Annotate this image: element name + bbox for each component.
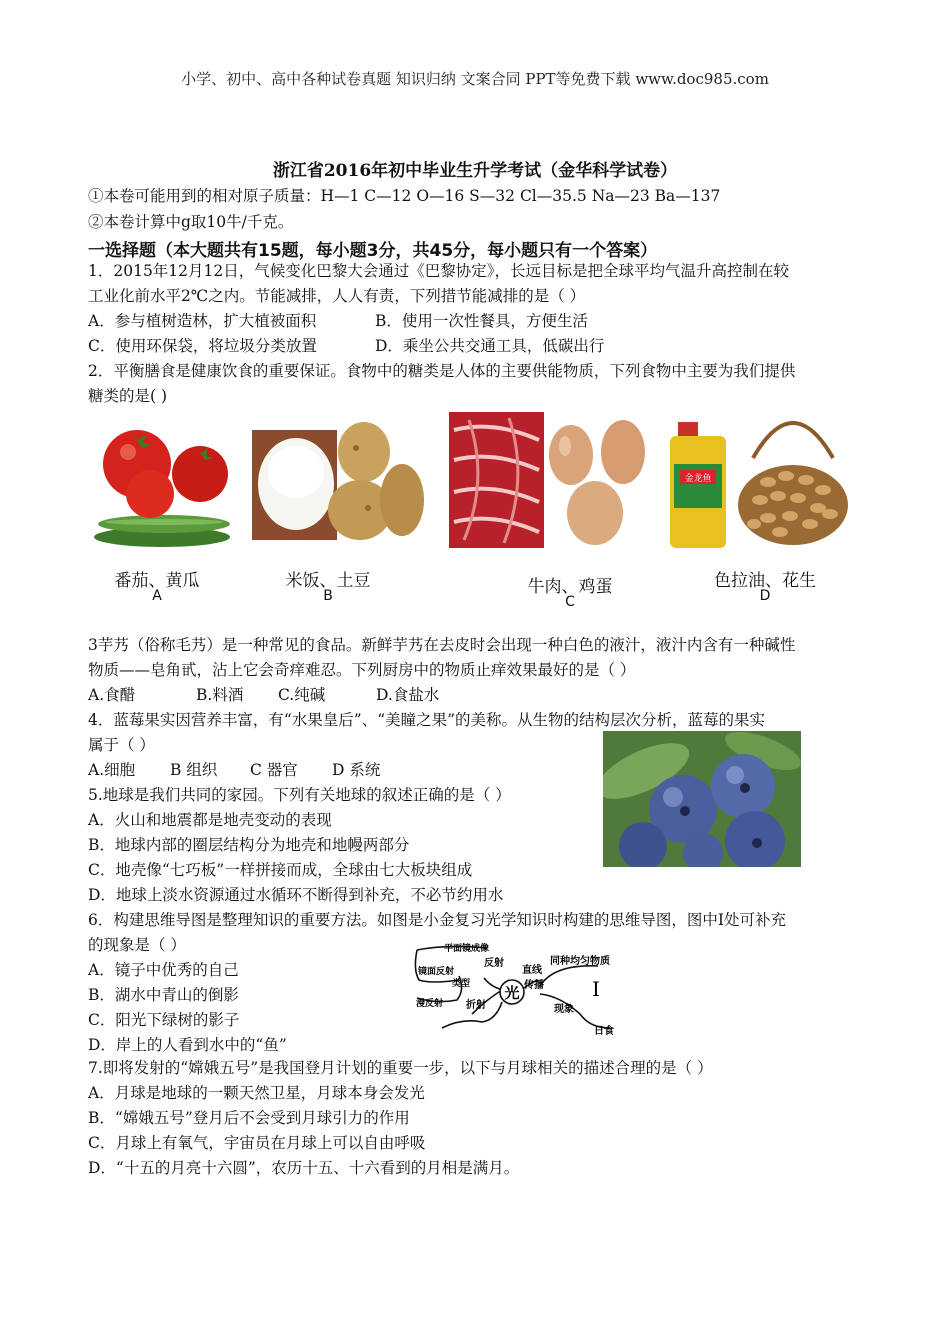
mindmap-uniform-medium: 同种均匀物质 <box>550 956 610 967</box>
q3-option-c: C.纯碱 <box>278 686 326 704</box>
oil-peanut-image <box>668 420 848 550</box>
q7-option-b: B．“嫦娥五号”登月后不会受到月球引力的作用 <box>88 1109 410 1127</box>
q1-stem-line1: 1．2015年12月12日，气候变化巴黎大会通过《巴黎协定》，长远目标是把全球平均气温升高控制在较 <box>88 262 790 280</box>
q2-caption-b: 米饭、土豆 <box>285 571 371 591</box>
q3-stem-line1: 3芋艿（俗称毛艿）是一种常见的食品。新鲜芋艿在去皮时会出现一种白色的液汁，液汁内含有一种碱性 <box>88 636 796 654</box>
q6-stem-line2: 的现象是（ ） <box>88 936 186 954</box>
mindmap-reflection: 反射 <box>484 958 504 969</box>
q3-option-b: B.料酒 <box>196 686 244 704</box>
q3-stem-line2: 物质——皂角甙，沾上它会奇痒难忍。下列厨房中的物质止痒效果最好的是（ ） <box>88 661 636 679</box>
q4-stem-line1: 4．蓝莓果实因营养丰富，有“水果皇后”、“美瞳之果”的美称。从生物的结构层次分析，蓝莓的果实 <box>88 711 766 729</box>
q2-letter-c: C <box>565 594 575 610</box>
mindmap-phenomena: 现象 <box>554 1004 574 1015</box>
q2-stem-line1: 2．平衡膳食是健康饮食的重要保证。食物中的糖类是人体的主要供能物质，下列食物中主要为我们提供 <box>88 362 796 380</box>
q5-option-c: C．地壳像“七巧板”一样拼接而成，全球由七大板块组成 <box>88 861 473 879</box>
section-heading: 一选择题（本大题共有15题，每小题3分，共45分，每小题只有一个答案） <box>88 241 658 261</box>
q7-option-c: C．月球上有氧气，宇宙员在月球上可以自由呼吸 <box>88 1134 426 1152</box>
q1-stem-line2: 工业化前水平2℃之内。节能减排，人人有责，下列措节能减排的是（ ） <box>88 287 586 305</box>
rice-potato-image <box>252 412 427 547</box>
q4-stem-line2: 属于（ ） <box>88 736 155 754</box>
mindmap-eclipse: 日食 <box>594 1026 614 1037</box>
q6-option-b: B．湖水中青山的倒影 <box>88 986 239 1004</box>
q2-letter-a: A <box>152 588 162 604</box>
q1-option-a: A．参与植树造林，扩大植被面积 <box>88 312 317 330</box>
note-gravity: ②本卷计算中g取10牛/千克。 <box>88 213 294 231</box>
q2-letter-b: B <box>323 588 333 604</box>
q1-option-b: B．使用一次性餐具，方便生活 <box>375 312 588 330</box>
q5-stem: 5.地球是我们共同的家园。下列有关地球的叙述正确的是（ ） <box>88 786 511 804</box>
q3-option-d: D.食盐水 <box>376 686 440 704</box>
mindmap-straight-1: 直线 <box>522 965 542 976</box>
q2-caption-c: 牛肉、鸡蛋 <box>527 577 613 597</box>
q2-stem-line2: 糖类的是( ) <box>88 387 168 405</box>
page-header: 小学、初中、高中各种试卷真题 知识归纳 文案合同 PPT等免费下载 www.doc985.com <box>181 70 769 88</box>
q5-option-b: B．地球内部的圈层结构分为地壳和地幔两部分 <box>88 836 410 854</box>
q4-option-c: C 器官 <box>250 761 298 779</box>
mindmap-plane-mirror: 平面镜成像 <box>444 944 490 954</box>
q5-option-a: A．火山和地震都是地壳变动的表现 <box>88 811 332 829</box>
q7-option-a: A．月球是地球的一颗天然卫星，月球本身会发光 <box>88 1084 425 1102</box>
q3-option-a: A.食醋 <box>88 686 136 704</box>
q6-option-d: D．岸上的人看到水中的“鱼” <box>88 1036 287 1054</box>
q2-caption-a: 番茄、黄瓜 <box>114 571 200 591</box>
q6-option-c: C．阳光下绿树的影子 <box>88 1011 240 1029</box>
q4-option-a: A.细胞 <box>88 761 136 779</box>
tomato-cucumber-image <box>92 412 237 560</box>
q1-option-d: D．乘坐公共交通工具，低碳出行 <box>375 337 605 355</box>
q2-letter-d: D <box>759 588 771 604</box>
q7-stem: 7.即将发射的“嫦娥五号”是我国登月计划的重要一步，以下与月球相关的描述合理的是（ ） <box>88 1059 713 1077</box>
blueberry-image <box>603 731 801 867</box>
mindmap-specular: 镜面反射 <box>418 967 455 977</box>
mindmap-blank-I: I <box>592 977 600 1001</box>
mindmap-diffuse: 漫反射 <box>416 999 444 1009</box>
q1-option-c: C．使用环保袋，将垃圾分类放置 <box>88 337 317 355</box>
note-atomic-mass: ①本卷可能用到的相对原子质量：H—1 C—12 O—16 S—32 Cl—35.5 Na—23 Ba—137 <box>88 187 721 205</box>
exam-title: 浙江省2016年初中毕业生升学考试（金华科学试卷） <box>272 161 678 181</box>
q5-option-d: D．地球上淡水资源通过水循环不断得到补充，不必节约用水 <box>88 886 504 904</box>
q2-caption-d: 色拉油、花生 <box>714 571 816 591</box>
q4-option-b: B 组织 <box>170 761 218 779</box>
beef-egg-image <box>449 410 649 550</box>
q6-stem-line1: 6．构建思维导图是整理知识的重要方法。如图是小金复习光学知识时构建的思维导图，图中Ⅰ处可补充 <box>88 911 786 929</box>
oil-bottle-label: 金龙鱼 <box>684 474 712 484</box>
mindmap-types: 类型 <box>452 979 471 989</box>
q6-option-a: A．镜子中优秀的自己 <box>88 961 239 979</box>
q4-option-d: D 系统 <box>332 761 381 779</box>
mindmap-straight-2: 传播 <box>524 980 544 991</box>
mindmap-refraction: 折射 <box>466 1000 486 1011</box>
mindmap-center: 光 <box>504 984 520 1002</box>
q7-option-d: D．“十五的月亮十六圆”，农历十五、十六看到的月相是满月。 <box>88 1159 520 1177</box>
optics-mindmap <box>412 938 618 1040</box>
